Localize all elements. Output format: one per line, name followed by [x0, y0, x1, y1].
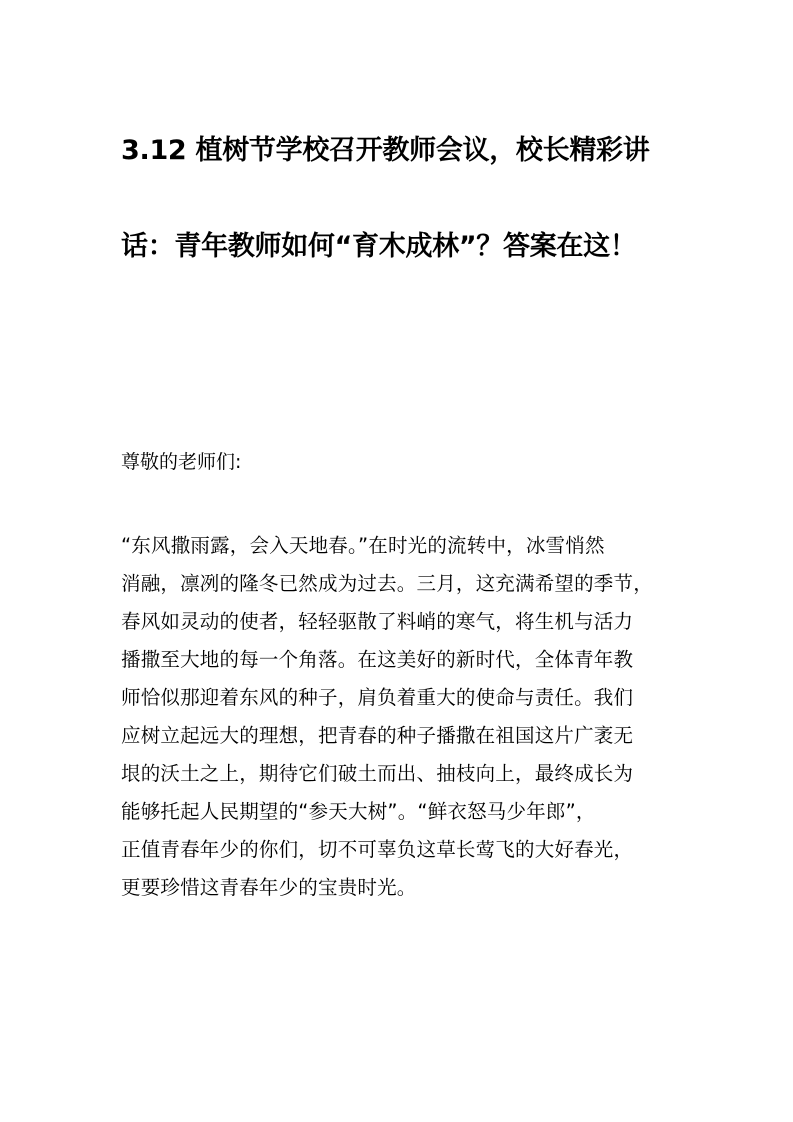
paragraph-line: 播撒至大地的每一个角落。在这美好的新时代，全体青年教 — [121, 648, 634, 671]
paragraph-line: 垠的沃土之上，期待它们破土而出、抽枝向上，最终成长为 — [121, 762, 634, 785]
title-line-1: 3.12 植树节学校召开教师会议，校长精彩讲 — [121, 135, 650, 166]
greeting: 尊敬的老师们: — [121, 451, 242, 473]
paragraph-line: 更要珍惜这青春年少的宝贵时光。 — [121, 876, 417, 899]
paragraph-line: 正值青春年少的你们，切不可辜负这草长莺飞的大好春光， — [121, 838, 634, 861]
paragraph-line: 春风如灵动的使者，轻轻驱散了料峭的寒气，将生机与活力 — [121, 610, 634, 633]
paragraph-line: 应树立起远大的理想，把青春的种子播撒在祖国这片广袤无 — [121, 724, 634, 747]
paragraph-line: 能够托起人民期望的“参天大树”。“鲜衣怒马少年郎”， — [121, 800, 596, 823]
paragraph-line: 师恰似那迎着东风的种子，肩负着重大的使命与责任。我们 — [121, 686, 634, 709]
paragraph-line: “东风撒雨露，会入天地春。”在时光的流转中，冰雪悄然 — [121, 534, 605, 557]
title-line-2: 话：青年教师如何“育木成林”？答案在这！ — [121, 231, 637, 262]
body-paragraph — [121, 527, 701, 907]
document-title — [121, 128, 691, 320]
paragraph-line: 消融，凛冽的隆冬已然成为过去。三月，这充满希望的季节， — [121, 572, 653, 595]
